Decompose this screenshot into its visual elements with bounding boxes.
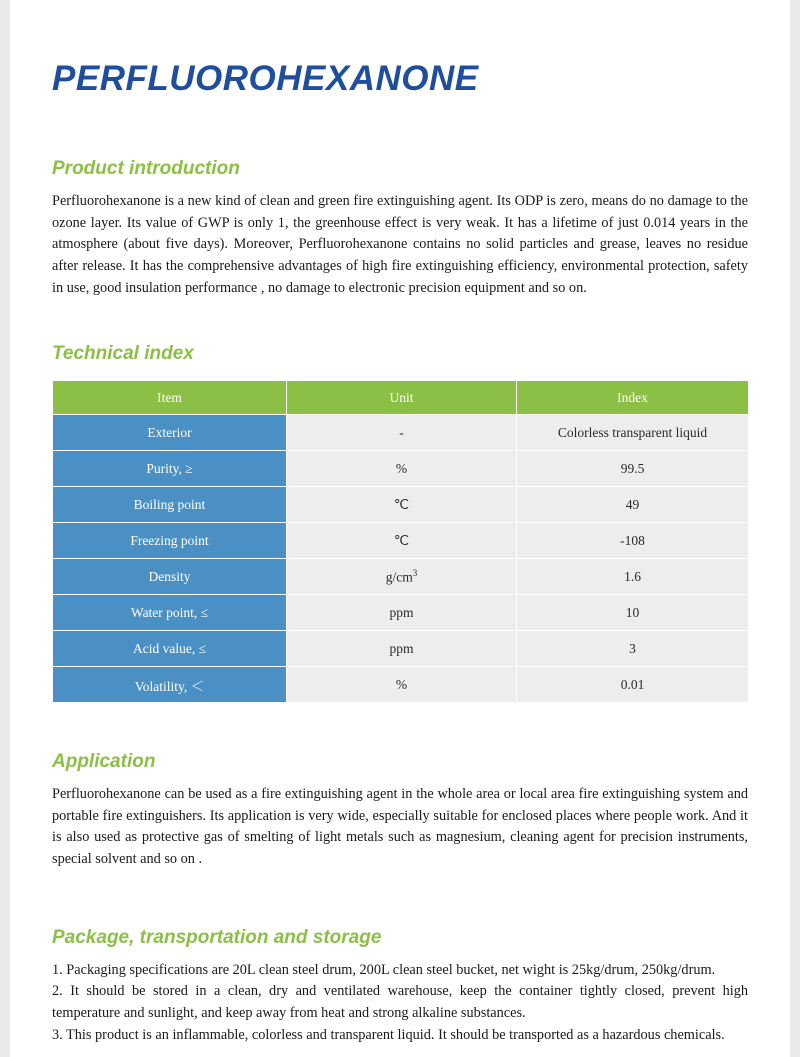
application-text: Perfluorohexanone can be used as a fire extinguishing agent in the whole area or local area fire extinguishing system and portable fire extinguishers. Its application is very wide, especially suitable for enclosed places where people work. And it is also used as protective gas of smelting of light metals such as magnesium, cleaning agent for precision instruments, special solvent and so on . [52, 785, 748, 868]
cell-index: Colorless transparent liquid [517, 415, 749, 451]
page-title: PERFLUOROHEXANONE [52, 59, 479, 98]
cell-item: Acid value, ≤ [53, 631, 287, 667]
cell-unit: ppm [287, 631, 517, 667]
table-header-unit: Unit [287, 381, 517, 415]
cell-index: 49 [517, 487, 749, 523]
cell-item: Boiling point [53, 487, 287, 523]
page-right-edge [790, 0, 800, 1057]
cell-index: 10 [517, 595, 749, 631]
cell-unit: ℃ [287, 523, 517, 559]
cell-unit: $g/cm^3$ [287, 559, 517, 595]
cell-unit: ppm [287, 595, 517, 631]
technical-index-table [52, 380, 749, 703]
package-line: 3. This product is an inflammable, colorless and transparent liquid. It should be transported as a hazardous chemicals. [52, 1026, 725, 1043]
section-product-introduction [52, 158, 748, 299]
table-row [53, 595, 749, 631]
table-row [53, 487, 749, 523]
introduction-text: Perfluorohexanone is a new kind of clean and green fire extinguishing agent. Its ODP is zero, means do no damage to the ozone layer. Its value of GWP is only 1, the greenhouse effect is very weak. It has a lifetime of just 0.014 years in the atmosphere (about five days). Moreover, Perfluorohexanone contains no solid particles and grease, leaves no residue after release. It has the comprehensive advantages of high fire extinguishing efficiency, environmental protection, safety in use, good insulation performance , no damage to electronic precision equipment and so on. [52, 192, 748, 296]
cell-item: Density [53, 559, 287, 595]
cell-index: 1.6 [517, 559, 749, 595]
cell-index: 0.01 [517, 667, 749, 703]
section-heading-application: Application [52, 751, 156, 773]
table-row [53, 631, 749, 667]
cell-item: Exterior [53, 415, 287, 451]
cell-unit: % [287, 451, 517, 487]
table-row [53, 559, 749, 595]
cell-unit: % [287, 667, 517, 703]
cell-item: Water point, ≤ [53, 595, 287, 631]
table-header-row [53, 381, 749, 415]
package-line: 1. Packaging specifications are 20L clean steel drum, 200L clean steel bucket, net wight is 25kg/drum, 250kg/drum. [52, 961, 716, 978]
page-left-edge [0, 0, 10, 1057]
cell-item: Purity, ≥ [53, 451, 287, 487]
cell-item: Volatility, ＜ [53, 667, 287, 703]
table-row [53, 451, 749, 487]
cell-item: Freezing point [53, 523, 287, 559]
superscript-3: 3 [412, 567, 418, 578]
package-line: 2. It should be stored in a clean, dry and ventilated warehouse, keep the container tightly closed, prevent high temperature and sunlight, and keep away from heat and strong alkaline substances. [52, 983, 748, 1022]
table-row [53, 415, 749, 451]
section-application [52, 751, 748, 871]
section-heading-package: Package, transportation and storage [52, 926, 382, 948]
package-line-list [52, 960, 748, 1047]
table-row [53, 667, 749, 703]
table-row [53, 523, 749, 559]
cell-unit: - [287, 415, 517, 451]
cell-index: 3 [517, 631, 749, 667]
table-header-item: Item [53, 381, 287, 415]
table-header-index: Index [517, 381, 749, 415]
cell-unit: ℃ [287, 487, 517, 523]
section-heading-technical: Technical index [52, 343, 194, 365]
section-heading-introduction: Product introduction [52, 158, 240, 179]
section-package-transportation-storage [52, 927, 748, 1047]
section-technical-index [52, 343, 748, 703]
cell-index: -108 [517, 523, 749, 559]
cell-index: 99.5 [517, 451, 749, 487]
